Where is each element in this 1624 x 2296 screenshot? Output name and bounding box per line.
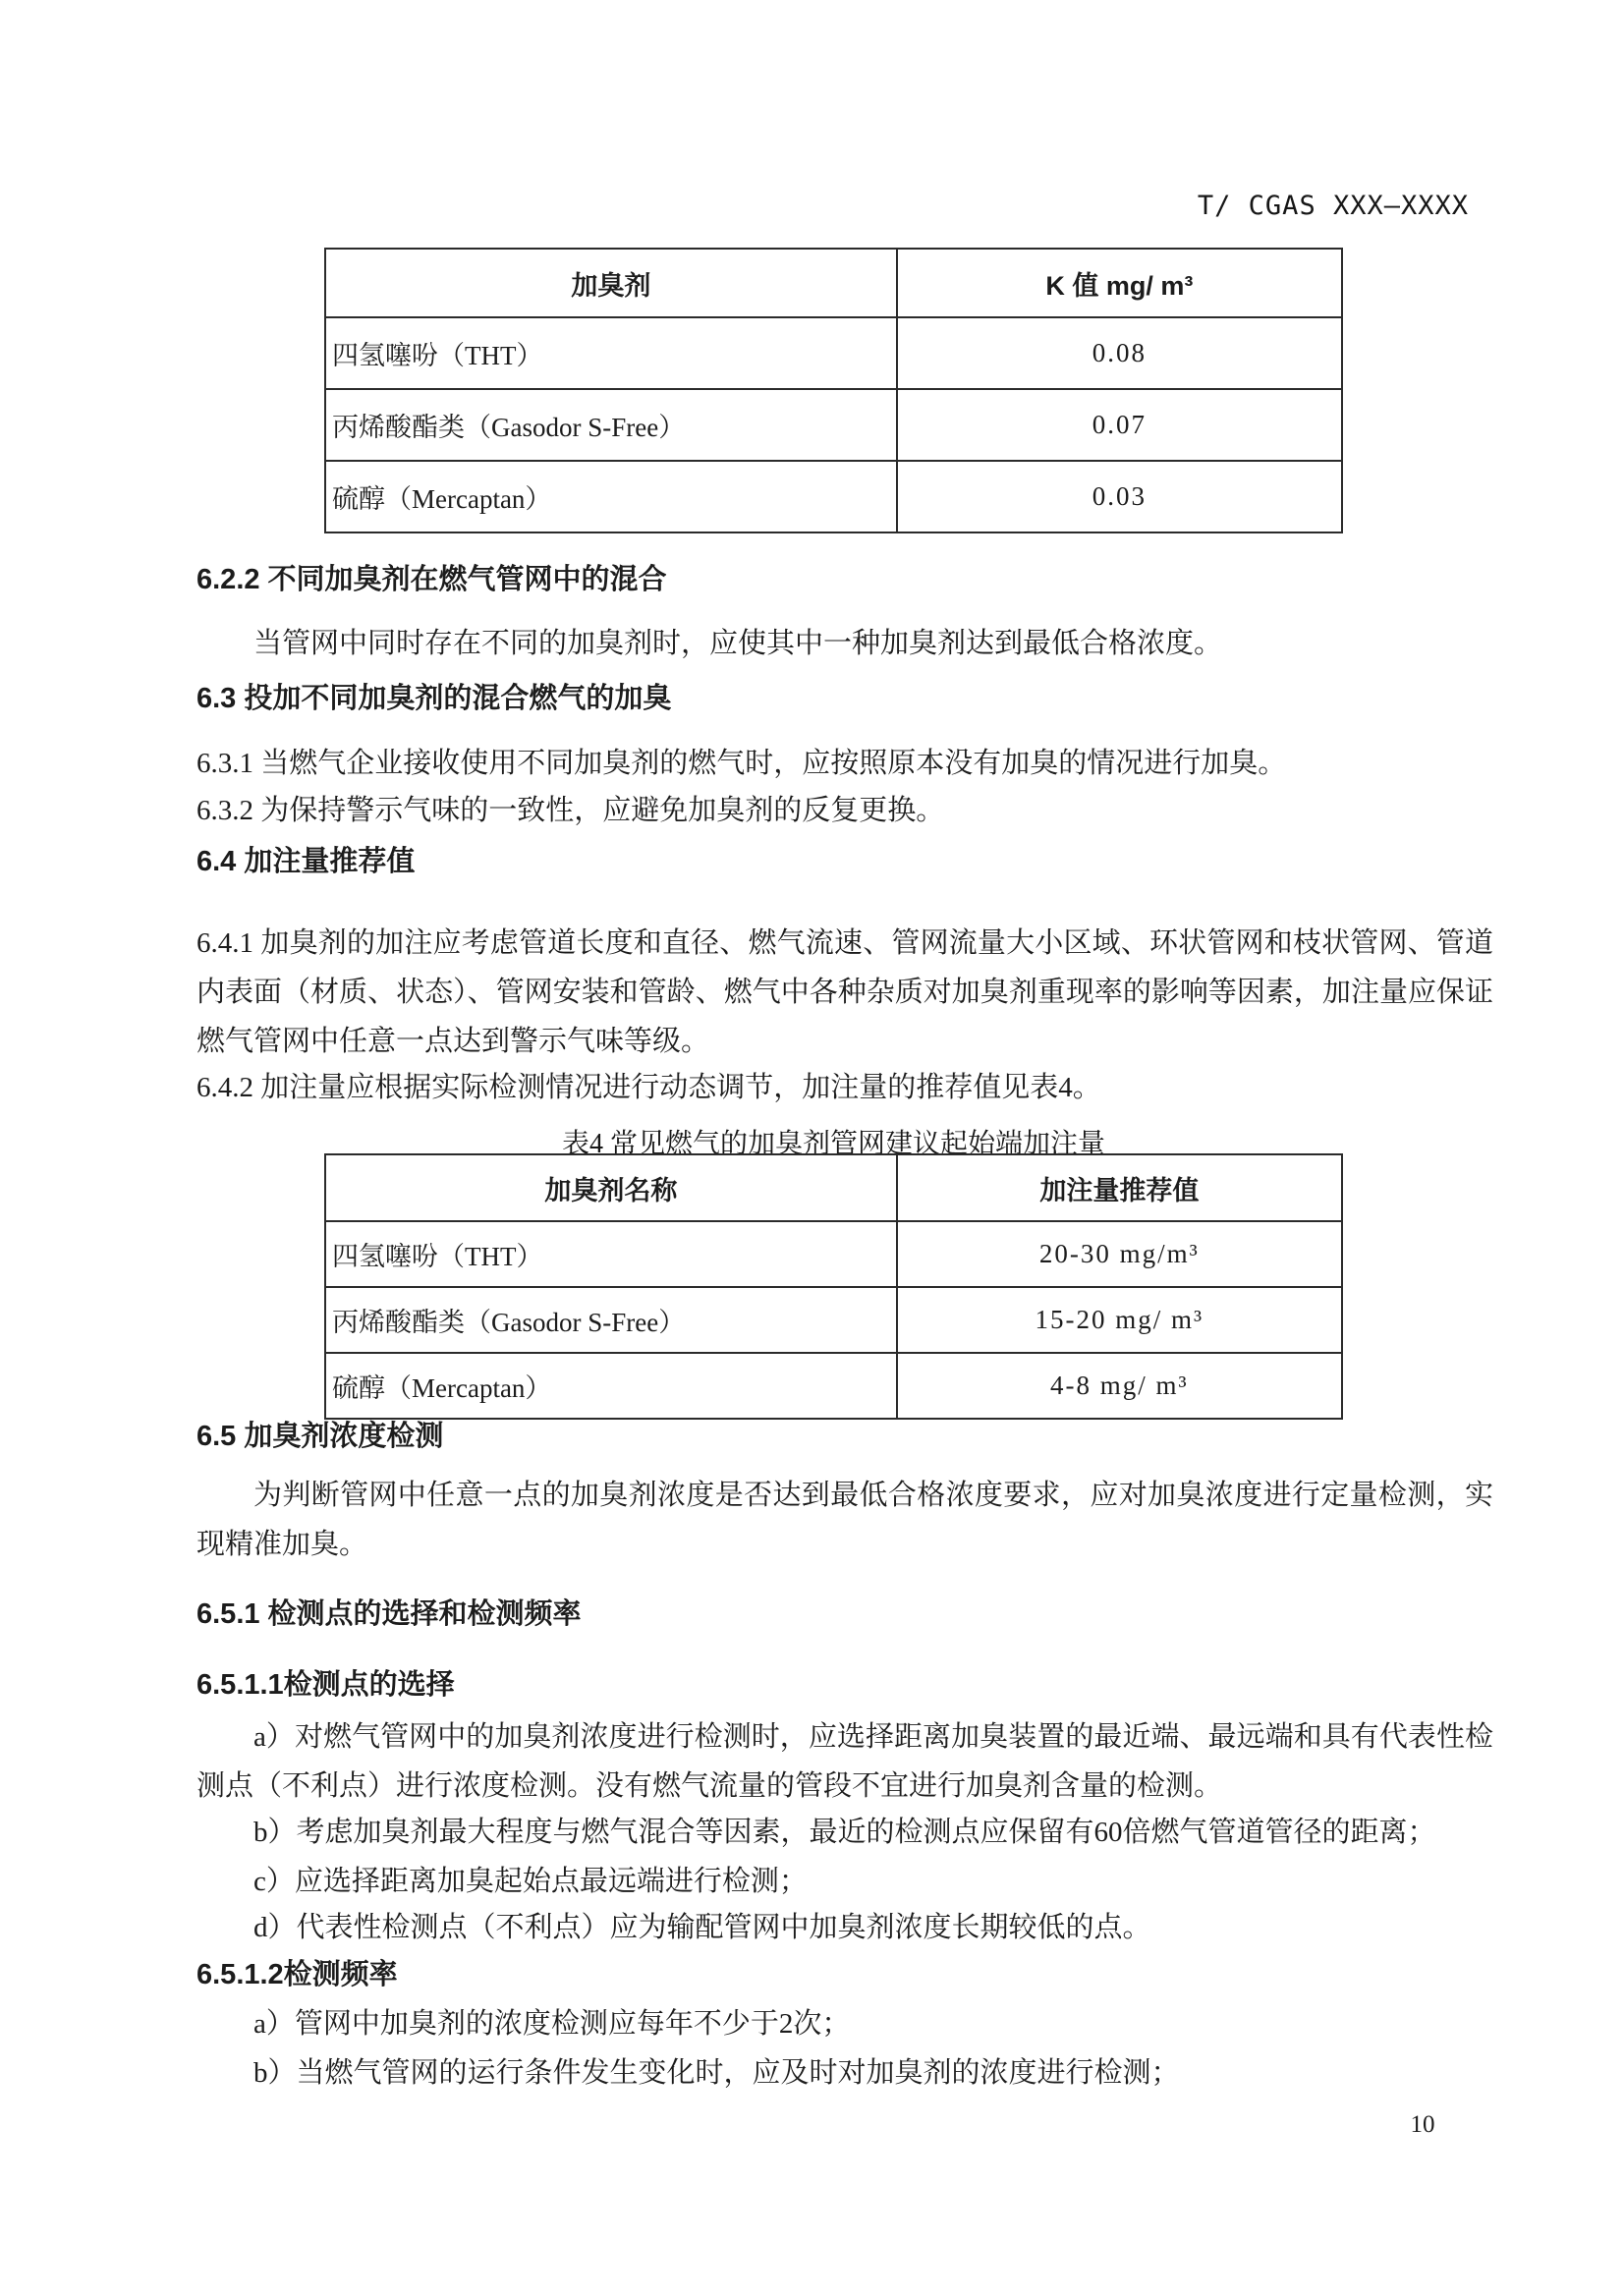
- table-cell-odorant: 四氢噻吩（THT）: [325, 317, 897, 389]
- table-header-row: [325, 1154, 1342, 1221]
- table-header-odorant-name: 加臭剂名称: [325, 1154, 897, 1221]
- table-header-k-value: K 值 mg/ m³: [897, 249, 1342, 317]
- table-cell-k-value: 0.03: [897, 461, 1342, 532]
- clause-6-3-1: 6.3.1 当燃气企业接收使用不同加臭剂的燃气时，应按照原本没有加臭的情况进行加臭。: [196, 748, 1287, 779]
- table-row: [325, 461, 1342, 532]
- table-row: [325, 1221, 1342, 1287]
- table-cell-odorant: 丙烯酸酯类（Gasodor S-Free）: [325, 389, 897, 461]
- table-cell-k-value: 0.07: [897, 389, 1342, 461]
- table-cell-dosage: 4-8 mg/ m³: [897, 1353, 1342, 1419]
- table-cell-dosage: 20-30 mg/m³: [897, 1221, 1342, 1287]
- table-header-odorant: 加臭剂: [325, 249, 897, 317]
- table-row: [325, 317, 1342, 389]
- table-cell-dosage: 15-20 mg/ m³: [897, 1287, 1342, 1353]
- table-cell-odorant-name: 四氢噻吩（THT）: [325, 1221, 897, 1287]
- list-item-d: d）代表性检测点（不利点）应为输配管网中加臭剂浓度长期较低的点。: [253, 1912, 1151, 1943]
- clause-6-3-2: 6.3.2 为保持警示气味的一致性，应避免加臭剂的反复更换。: [196, 795, 945, 826]
- section-heading-6-4: 6.4 加注量推荐值: [196, 846, 416, 877]
- list-item-a: a）对燃气管网中的加臭剂浓度进行检测时，应选择距离加臭装置的最近端、最远端和具有代表性检测点（不利点）进行浓度检测。没有燃气流量的管段不宜进行加臭剂含量的检测。: [196, 1721, 1493, 1802]
- list-item-c: c）应选择距离加臭起始点最远端进行检测；: [253, 1866, 808, 1897]
- table-cell-odorant-name: 硫醇（Mercaptan）: [325, 1353, 897, 1419]
- table-header-row: [325, 249, 1342, 317]
- dosage-table: [324, 1153, 1343, 1420]
- page-number: 10: [1410, 2111, 1435, 2138]
- clause-6-4-1: 6.4.1 加臭剂的加注应考虑管道长度和直径、燃气流速、管网流量大小区域、环状管网和枝状管网、管道内表面（材质、状态）、管网安装和管龄、燃气中各种杂质对加臭剂重现率的影响等因素，加注量应保证燃气管网中任意一点达到警示气味等级。: [196, 927, 1493, 1057]
- table-row: [325, 389, 1342, 461]
- section-heading-6-3: 6.3 投加不同加臭剂的混合燃气的加臭: [196, 683, 672, 714]
- list-item-b: b）考虑加臭剂最大程度与燃气混合等因素，最近的检测点应保留有60倍燃气管道管径的距离；: [253, 1817, 1436, 1848]
- table4-caption: 表4 常见燃气的加臭剂管网建议起始端加注量: [561, 1129, 1105, 1159]
- doc-code: T/ CGAS XXX—XXXX: [1197, 191, 1469, 221]
- section-heading-6-5: 6.5 加臭剂浓度检测: [196, 1421, 444, 1452]
- k-value-table: [324, 248, 1343, 533]
- table-cell-k-value: 0.08: [897, 317, 1342, 389]
- table-row: [325, 1287, 1342, 1353]
- paragraph-6-5: 为判断管网中任意一点的加臭剂浓度是否达到最低合格浓度要求，应对加臭浓度进行定量检测，实现精准加臭。: [196, 1480, 1493, 1560]
- table-cell-odorant-name: 丙烯酸酯类（Gasodor S-Free）: [325, 1287, 897, 1353]
- clause-6-4-2: 6.4.2 加注量应根据实际检测情况进行动态调节，加注量的推荐值见表4。: [196, 1072, 1101, 1103]
- list-item-b: b）当燃气管网的运行条件发生变化时，应及时对加臭剂的浓度进行检测；: [253, 2057, 1180, 2089]
- list-item-a: a）管网中加臭剂的浓度检测应每年不少于2次；: [253, 2008, 851, 2040]
- section-heading-6-5-1: 6.5.1 检测点的选择和检测频率: [196, 1598, 582, 1630]
- section-heading-6-5-1-2: 6.5.1.2检测频率: [196, 1959, 398, 1990]
- table-cell-odorant: 硫醇（Mercaptan）: [325, 461, 897, 532]
- table-row: [325, 1353, 1342, 1419]
- paragraph-6-2-2: 当管网中同时存在不同的加臭剂时，应使其中一种加臭剂达到最低合格浓度。: [253, 628, 1223, 659]
- section-heading-6-2-2: 6.2.2 不同加臭剂在燃气管网中的混合: [196, 564, 667, 595]
- section-heading-6-5-1-1: 6.5.1.1检测点的选择: [196, 1669, 455, 1701]
- table-header-dosage: 加注量推荐值: [897, 1154, 1342, 1221]
